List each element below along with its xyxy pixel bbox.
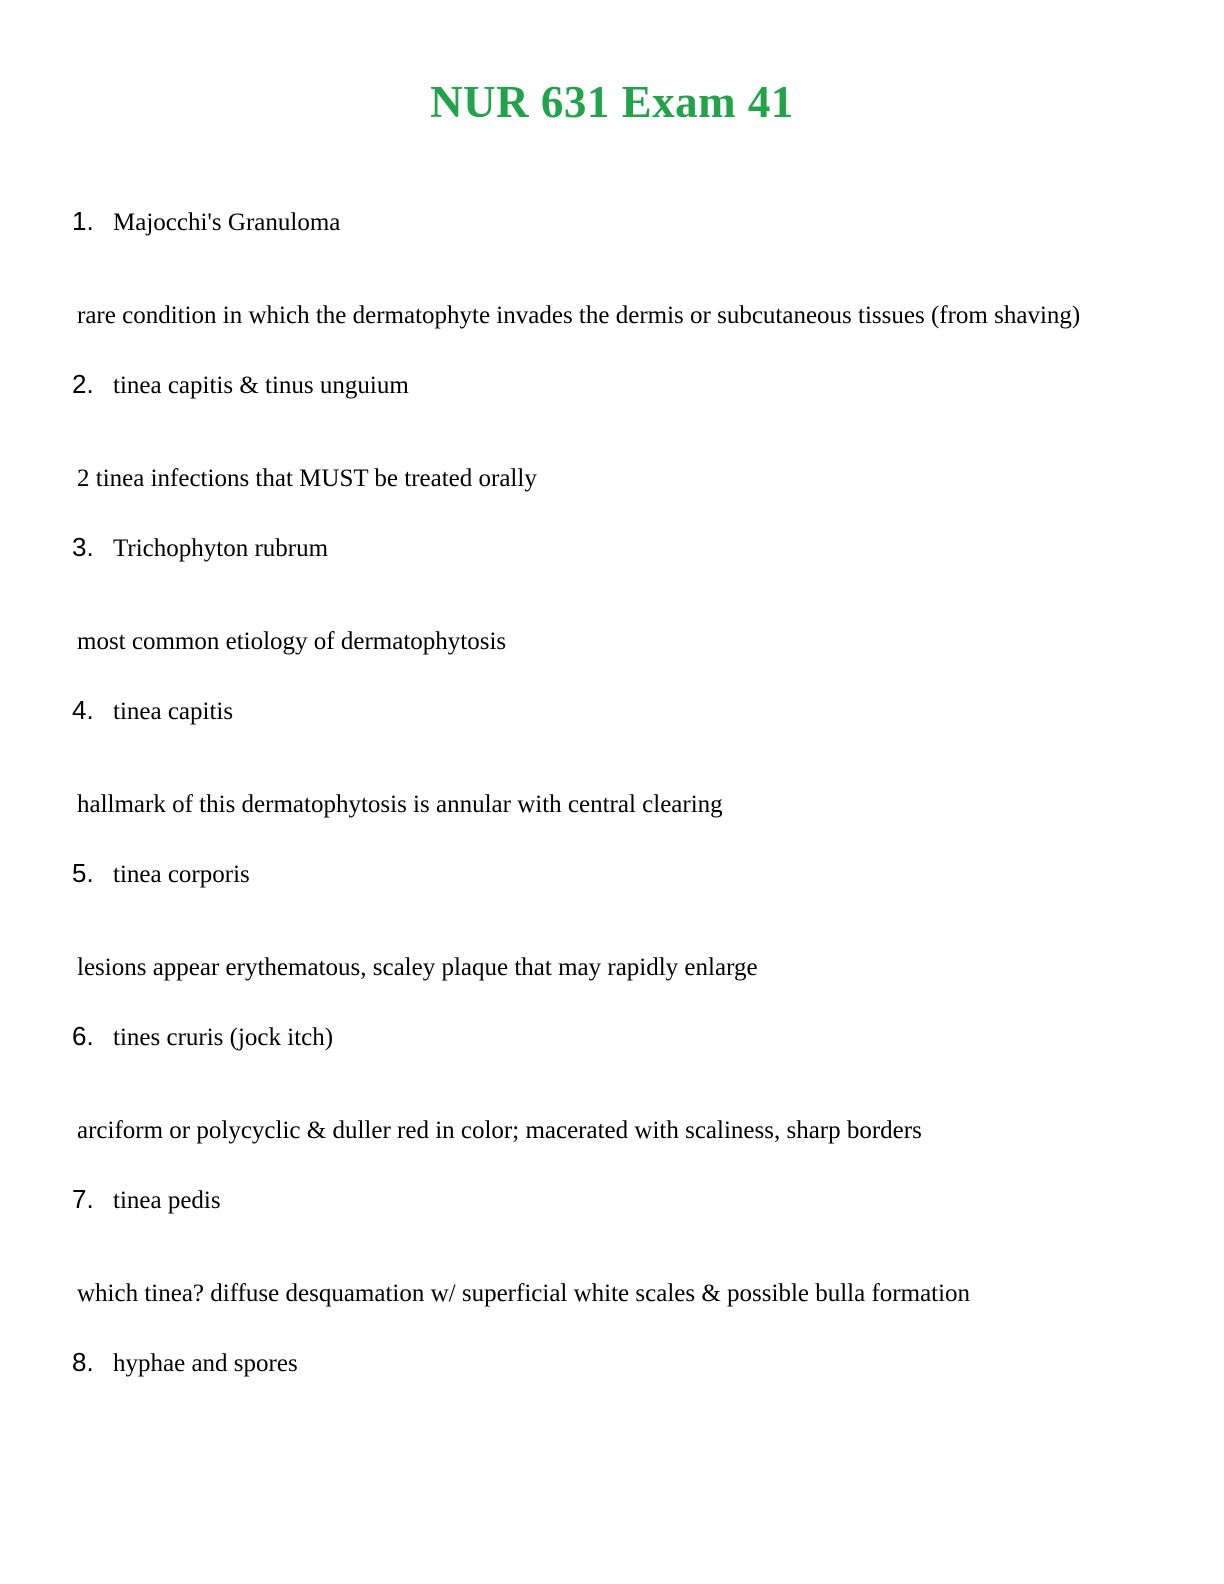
item-definition: lesions appear erythematous, scaley plaque that may rapidly enlarge xyxy=(77,954,758,981)
term-line xyxy=(72,369,1152,400)
item-number: 6. xyxy=(72,1021,94,1051)
item-number: 3. xyxy=(72,532,94,562)
item-number: 7. xyxy=(72,1184,94,1214)
page-title: NUR 631 Exam 41 xyxy=(430,77,794,127)
item-term: tinea corporis xyxy=(113,861,250,888)
qa-item-6 xyxy=(72,1021,1152,1148)
item-term: tinea pedis xyxy=(113,1187,221,1214)
item-term: tines cruris (jock itch) xyxy=(113,1024,334,1051)
item-number: 8. xyxy=(72,1347,94,1377)
item-number: 1. xyxy=(72,206,94,236)
item-number: 5. xyxy=(72,858,94,888)
term-line xyxy=(72,1021,1152,1052)
item-definition: most common etiology of dermatophytosis xyxy=(77,628,507,655)
term-line xyxy=(72,532,1152,563)
item-term: tinea capitis xyxy=(113,698,234,725)
qa-item-5 xyxy=(72,858,1152,985)
item-definition: which tinea? diffuse desquamation w/ superficial white scales & possible bulla formation xyxy=(77,1280,971,1307)
item-definition: rare condition in which the dermatophyte invades the dermis or subcutaneous tissues (from shaving) xyxy=(77,302,1081,329)
item-definition: arciform or polycyclic & duller red in color; macerated with scaliness, sharp borders xyxy=(77,1117,922,1144)
item-number: 4. xyxy=(72,695,94,725)
qa-item-7 xyxy=(72,1184,1152,1311)
qa-item-2 xyxy=(72,369,1152,496)
item-term: hyphae and spores xyxy=(113,1350,298,1377)
item-term: Trichophyton rubrum xyxy=(113,535,329,562)
qa-item-1 xyxy=(72,206,1152,333)
term-line xyxy=(72,858,1152,889)
item-number: 2. xyxy=(72,369,94,399)
term-line xyxy=(72,206,1152,237)
term-line xyxy=(72,695,1152,726)
item-term: tinea capitis & tinus unguium xyxy=(113,372,409,399)
item-definition: hallmark of this dermatophytosis is annular with central clearing xyxy=(77,791,723,818)
qa-item-4 xyxy=(72,695,1152,822)
term-line xyxy=(72,1347,1152,1378)
item-term: Majocchi's Granuloma xyxy=(113,209,341,236)
item-definition: 2 tinea infections that MUST be treated orally xyxy=(77,465,537,492)
qa-item-3 xyxy=(72,532,1152,659)
term-line xyxy=(72,1184,1152,1215)
qa-item-8 xyxy=(72,1347,1152,1378)
